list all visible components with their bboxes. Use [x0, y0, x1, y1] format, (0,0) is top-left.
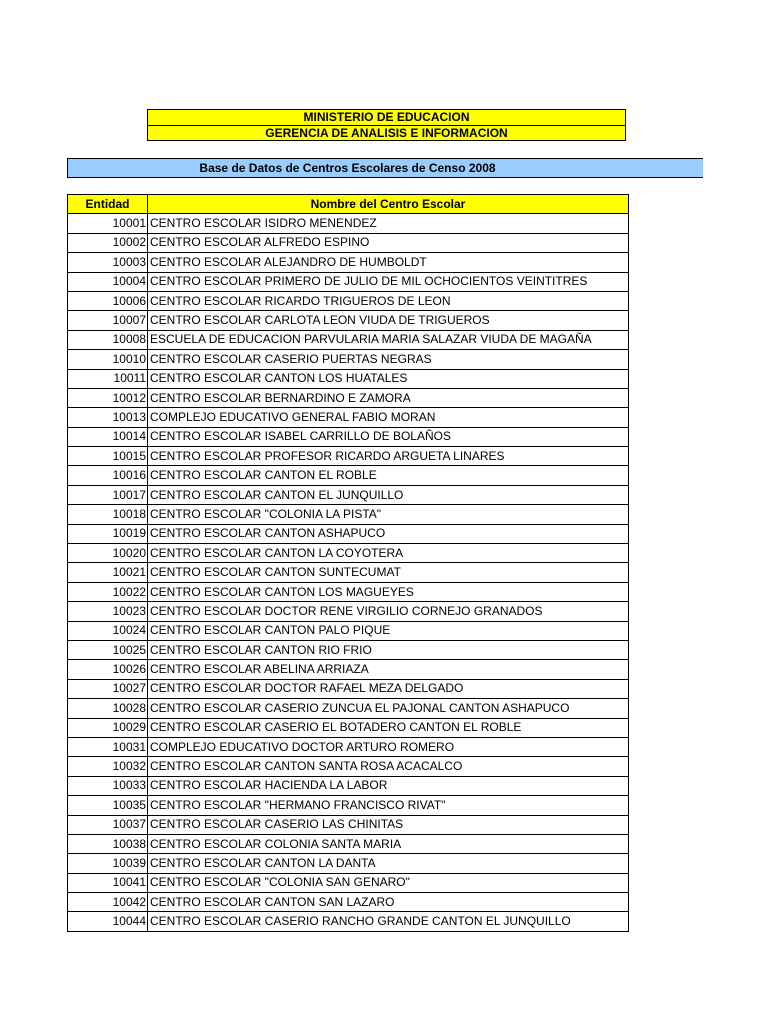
entidad-cell: 10031 [68, 737, 148, 756]
school-name-cell: CENTRO ESCOLAR CANTON PALO PIQUE [148, 621, 629, 640]
entidad-cell: 10007 [68, 311, 148, 330]
school-name-cell: CENTRO ESCOLAR ALFREDO ESPINO [148, 233, 629, 252]
entidad-cell: 10025 [68, 640, 148, 659]
entidad-cell: 10002 [68, 233, 148, 252]
table-row [68, 311, 629, 330]
table-row [68, 253, 629, 272]
table-row [68, 660, 629, 679]
school-name-cell: CENTRO ESCOLAR CANTON SANTA ROSA ACACALCO [148, 757, 629, 776]
table-row [68, 893, 629, 912]
school-name-cell: CENTRO ESCOLAR ALEJANDRO DE HUMBOLDT [148, 253, 629, 272]
table-header-row [68, 195, 629, 214]
ministry-header [147, 109, 626, 141]
table-row [68, 505, 629, 524]
school-name-cell: CENTRO ESCOLAR CANTON LA COYOTERA [148, 544, 629, 563]
school-name-cell: CENTRO ESCOLAR CANTON LOS HUATALES [148, 369, 629, 388]
entidad-cell: 10029 [68, 718, 148, 737]
table-row [68, 524, 629, 543]
school-name-cell: CENTRO ESCOLAR "COLONIA LA PISTA" [148, 505, 629, 524]
school-name-cell: CENTRO ESCOLAR PRIMERO DE JULIO DE MIL OCHOCIENTOS VEINTITRES [148, 272, 629, 291]
table-row [68, 214, 629, 233]
school-name-cell: CENTRO ESCOLAR CASERIO ZUNCUA EL PAJONAL CANTON ASHAPUCO [148, 699, 629, 718]
entidad-cell: 10039 [68, 854, 148, 873]
table-row [68, 602, 629, 621]
ministry-title: MINISTERIO DE EDUCACION [303, 110, 470, 124]
table-row [68, 485, 629, 504]
table-row [68, 815, 629, 834]
school-name-cell: CENTRO ESCOLAR CASERIO EL BOTADERO CANTON EL ROBLE [148, 718, 629, 737]
entidad-cell: 10026 [68, 660, 148, 679]
school-name-cell: CENTRO ESCOLAR CASERIO LAS CHINITAS [148, 815, 629, 834]
table-row [68, 427, 629, 446]
entidad-cell: 10015 [68, 447, 148, 466]
table-row [68, 679, 629, 698]
entidad-cell: 10011 [68, 369, 148, 388]
school-name-cell: COMPLEJO EDUCATIVO GENERAL FABIO MORAN [148, 408, 629, 427]
school-name-cell: CENTRO ESCOLAR CANTON SUNTECUMAT [148, 563, 629, 582]
school-name-cell: CENTRO ESCOLAR CANTON EL JUNQUILLO [148, 485, 629, 504]
school-name-cell: CENTRO ESCOLAR CANTON SAN LAZARO [148, 893, 629, 912]
school-name-cell: CENTRO ESCOLAR CANTON EL ROBLE [148, 466, 629, 485]
entidad-cell: 10013 [68, 408, 148, 427]
entidad-cell: 10012 [68, 388, 148, 407]
school-name-cell: CENTRO ESCOLAR CANTON ASHAPUCO [148, 524, 629, 543]
school-name-cell: CENTRO ESCOLAR ABELINA ARRIAZA [148, 660, 629, 679]
table-row [68, 350, 629, 369]
entidad-cell: 10018 [68, 505, 148, 524]
entidad-cell: 10035 [68, 796, 148, 815]
table-row [68, 776, 629, 795]
table-row [68, 912, 629, 931]
database-title-bar [67, 158, 703, 178]
column-header-entidad: Entidad [68, 195, 148, 214]
school-name-cell: CENTRO ESCOLAR COLONIA SANTA MARIA [148, 834, 629, 853]
school-name-cell: CENTRO ESCOLAR CARLOTA LEON VIUDA DE TRIGUEROS [148, 311, 629, 330]
school-name-cell: ESCUELA DE EDUCACION PARVULARIA MARIA SALAZAR VIUDA DE MAGAÑA [148, 330, 629, 349]
table-row [68, 447, 629, 466]
entidad-cell: 10044 [68, 912, 148, 931]
school-name-cell: CENTRO ESCOLAR CANTON LOS MAGUEYES [148, 582, 629, 601]
table-row [68, 408, 629, 427]
table-row [68, 369, 629, 388]
entidad-cell: 10027 [68, 679, 148, 698]
school-name-cell: CENTRO ESCOLAR "COLONIA SAN GENARO" [148, 873, 629, 892]
entidad-cell: 10022 [68, 582, 148, 601]
entidad-cell: 10023 [68, 602, 148, 621]
school-name-cell: CENTRO ESCOLAR CANTON LA DANTA [148, 854, 629, 873]
database-title: Base de Datos de Centros Escolares de Censo 2008 [199, 161, 496, 175]
department-title: GERENCIA DE ANALISIS E INFORMACION [148, 125, 625, 141]
school-name-cell: CENTRO ESCOLAR "HERMANO FRANCISCO RIVAT" [148, 796, 629, 815]
school-name-cell: CENTRO ESCOLAR CANTON RIO FRIO [148, 640, 629, 659]
entidad-cell: 10038 [68, 834, 148, 853]
school-name-cell: CENTRO ESCOLAR ISABEL CARRILLO DE BOLAÑOS [148, 427, 629, 446]
entidad-cell: 10003 [68, 253, 148, 272]
entidad-cell: 10001 [68, 214, 148, 233]
table-row [68, 854, 629, 873]
entidad-cell: 10028 [68, 699, 148, 718]
entidad-cell: 10004 [68, 272, 148, 291]
school-name-cell: CENTRO ESCOLAR HACIENDA LA LABOR [148, 776, 629, 795]
table-row [68, 563, 629, 582]
table-row [68, 757, 629, 776]
table-row [68, 544, 629, 563]
entidad-cell: 10010 [68, 350, 148, 369]
table-row [68, 873, 629, 892]
entidad-cell: 10006 [68, 291, 148, 310]
table-row [68, 291, 629, 310]
school-name-cell: CENTRO ESCOLAR ISIDRO MENENDEZ [148, 214, 629, 233]
table-row [68, 796, 629, 815]
entidad-cell: 10020 [68, 544, 148, 563]
school-name-cell: CENTRO ESCOLAR CASERIO PUERTAS NEGRAS [148, 350, 629, 369]
school-name-cell: CENTRO ESCOLAR PROFESOR RICARDO ARGUETA LINARES [148, 447, 629, 466]
table-row [68, 737, 629, 756]
schools-table [67, 194, 629, 932]
entidad-cell: 10019 [68, 524, 148, 543]
school-name-cell: CENTRO ESCOLAR DOCTOR RAFAEL MEZA DELGADO [148, 679, 629, 698]
school-name-cell: CENTRO ESCOLAR DOCTOR RENE VIRGILIO CORNEJO GRANADOS [148, 602, 629, 621]
school-name-cell: CENTRO ESCOLAR CASERIO RANCHO GRANDE CANTON EL JUNQUILLO [148, 912, 629, 931]
table-row [68, 330, 629, 349]
table-row [68, 388, 629, 407]
entidad-cell: 10021 [68, 563, 148, 582]
school-name-cell: CENTRO ESCOLAR BERNARDINO E ZAMORA [148, 388, 629, 407]
column-header-nombre: Nombre del Centro Escolar [148, 195, 629, 214]
school-name-cell: COMPLEJO EDUCATIVO DOCTOR ARTURO ROMERO [148, 737, 629, 756]
entidad-cell: 10032 [68, 757, 148, 776]
table-row [68, 640, 629, 659]
table-row [68, 621, 629, 640]
table-body [68, 214, 629, 931]
table-row [68, 718, 629, 737]
entidad-cell: 10042 [68, 893, 148, 912]
table-row [68, 699, 629, 718]
entidad-cell: 10017 [68, 485, 148, 504]
table-row [68, 834, 629, 853]
entidad-cell: 10014 [68, 427, 148, 446]
table-row [68, 466, 629, 485]
table-row [68, 582, 629, 601]
entidad-cell: 10033 [68, 776, 148, 795]
school-name-cell: CENTRO ESCOLAR RICARDO TRIGUEROS DE LEON [148, 291, 629, 310]
table-row [68, 272, 629, 291]
entidad-cell: 10041 [68, 873, 148, 892]
entidad-cell: 10008 [68, 330, 148, 349]
entidad-cell: 10037 [68, 815, 148, 834]
entidad-cell: 10024 [68, 621, 148, 640]
table-row [68, 233, 629, 252]
entidad-cell: 10016 [68, 466, 148, 485]
